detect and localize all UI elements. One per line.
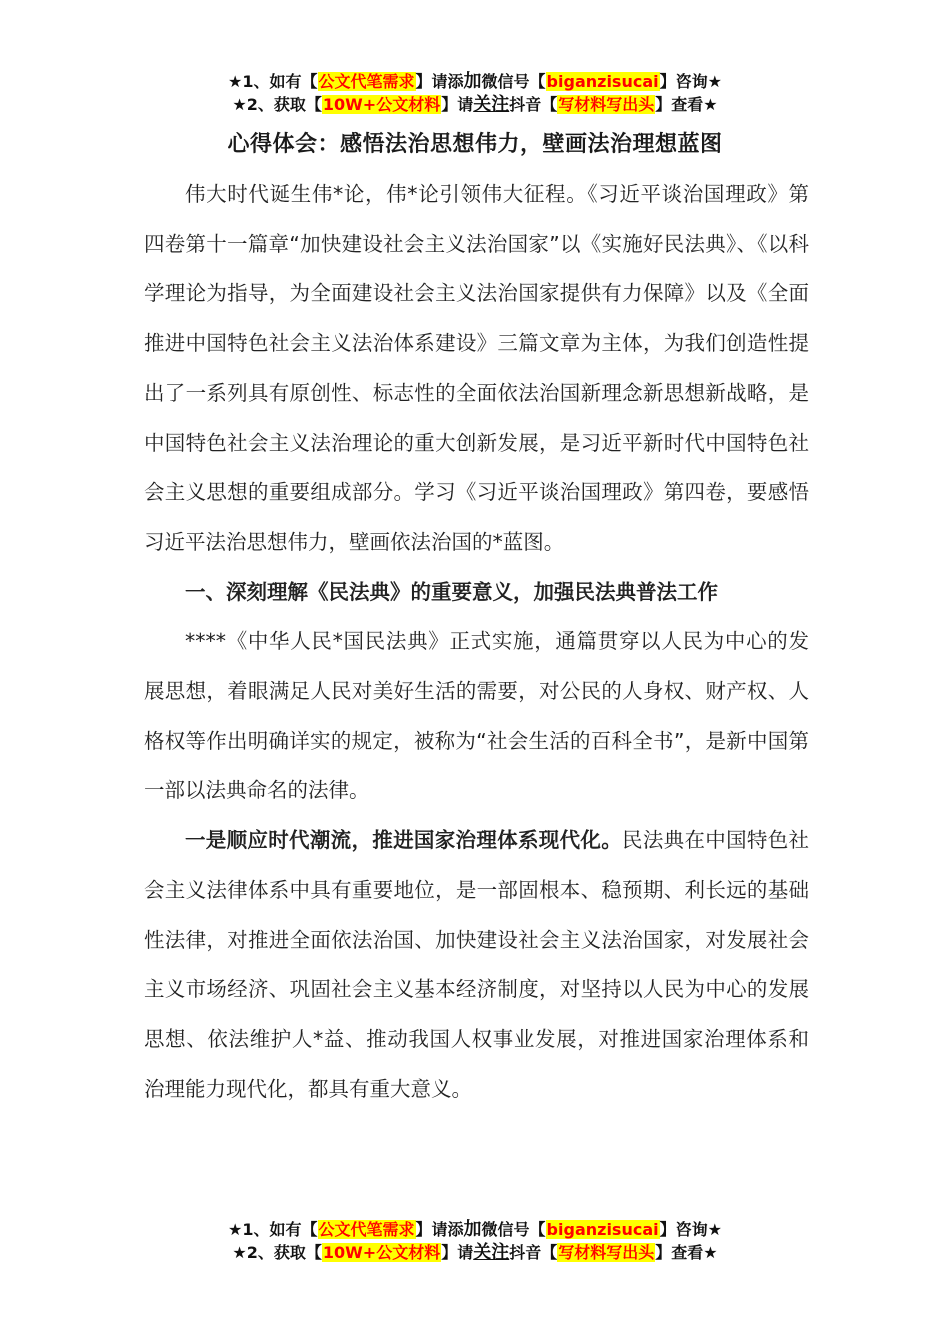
banner-highlight: 10W+公文材料 bbox=[322, 1243, 441, 1262]
banner-text: 微信号【 bbox=[481, 72, 546, 91]
document-body bbox=[144, 170, 809, 1114]
footer-banner bbox=[0, 1218, 950, 1264]
banner-text: 】请添 bbox=[415, 72, 464, 91]
banner-text: 】请添 bbox=[415, 1220, 464, 1239]
banner-text: 】查看★ bbox=[655, 1243, 718, 1262]
banner-highlight: 公文代笔需求 bbox=[318, 1220, 415, 1239]
banner-text: 】请 bbox=[441, 95, 474, 114]
banner-line-2 bbox=[0, 1241, 950, 1264]
banner-text: 】咨询★ bbox=[659, 72, 722, 91]
banner-highlight: 写材料写出头 bbox=[558, 95, 655, 114]
banner-highlight: biganzisucai bbox=[546, 72, 659, 91]
banner-highlight: 写材料写出头 bbox=[558, 1243, 655, 1262]
banner-highlight: biganzisucai bbox=[546, 1220, 659, 1239]
banner-text: ★2、获取【 bbox=[232, 1243, 322, 1262]
banner-text: 微信号【 bbox=[481, 1220, 546, 1239]
banner-text: ★2、获取【 bbox=[232, 95, 322, 114]
banner-text: ★1、如有【 bbox=[228, 1220, 318, 1239]
banner-text: 抖音【 bbox=[509, 1243, 558, 1262]
banner-text: 】咨询★ bbox=[659, 1220, 722, 1239]
banner-text: 】查看★ bbox=[655, 95, 718, 114]
banner-text: 加 bbox=[463, 71, 482, 92]
banner-highlight: 公文代笔需求 bbox=[318, 72, 415, 91]
banner-text: 关注 bbox=[473, 94, 510, 115]
paragraph-point-1 bbox=[144, 816, 809, 1114]
paragraph-civil-code: ****《中华人民*国民法典》正式实施，通篇贯穿以人民为中心的发展思想，着眼满足人民对美好生活的需要，对公民的人身权、财产权、人格权等作出明确详实的规定，被称为“社会生活的百科全书”，是新中国第一部以法典命名的法律。 bbox=[144, 629, 809, 803]
point-1-lead: 一是顺应时代潮流，推进国家治理体系现代化。 bbox=[185, 828, 623, 853]
header-banner bbox=[0, 70, 950, 116]
banner-line-2 bbox=[0, 93, 950, 116]
banner-text: 】请 bbox=[441, 1243, 474, 1262]
banner-line-1 bbox=[0, 1218, 950, 1241]
document-title: 心得体会：感悟法治思想伟力，壁画法治理想蓝图 bbox=[227, 132, 723, 157]
banner-text: 抖音【 bbox=[509, 95, 558, 114]
paragraph-intro: 伟大时代诞生伟*论，伟*论引领伟大征程。《习近平谈治国理政》第四卷第十一篇章“加快建设社会主义法治国家”以《实施好民法典》、《以科学理论为指导，为全面建设社会主义法治国家提供有力保障》以及《全面推进中国特色社会主义法治体系建设》三篇文章为主体，为我们创造性提出了一系列具有原创性、标志性的全面依法治国新理念新思想新战略，是中国特色社会主义法治理论的重大创新发展，是习近平新时代中国特色社会主义思想的重要组成部分。学习《习近平谈治国理政》第四卷，要感悟习近平法治思想伟力，壁画依法治国的*蓝图。 bbox=[144, 182, 809, 554]
banner-text: 加 bbox=[463, 1219, 482, 1240]
banner-highlight: 10W+公文材料 bbox=[322, 95, 441, 114]
section-heading-1: 一、深刻理解《民法典》的重要意义，加强民法典普法工作 bbox=[185, 579, 718, 604]
point-1-text: 民法典在中国特色社会主义法律体系中具有重要地位，是一部固根本、稳预期、利长远的基础性法律，对推进全面依法治国、加快建设社会主义法治国家，对发展社会主义市场经济、巩固社会主义基本经济制度，对坚持以人民为中心的发展思想、依法维护人*益、推动我国人权事业发展，对推进国家治理体系和治理能力现代化，都具有重大意义。 bbox=[144, 828, 810, 1101]
banner-text: ★1、如有【 bbox=[228, 72, 318, 91]
banner-line-1 bbox=[0, 70, 950, 93]
banner-text: 关注 bbox=[473, 1242, 510, 1263]
